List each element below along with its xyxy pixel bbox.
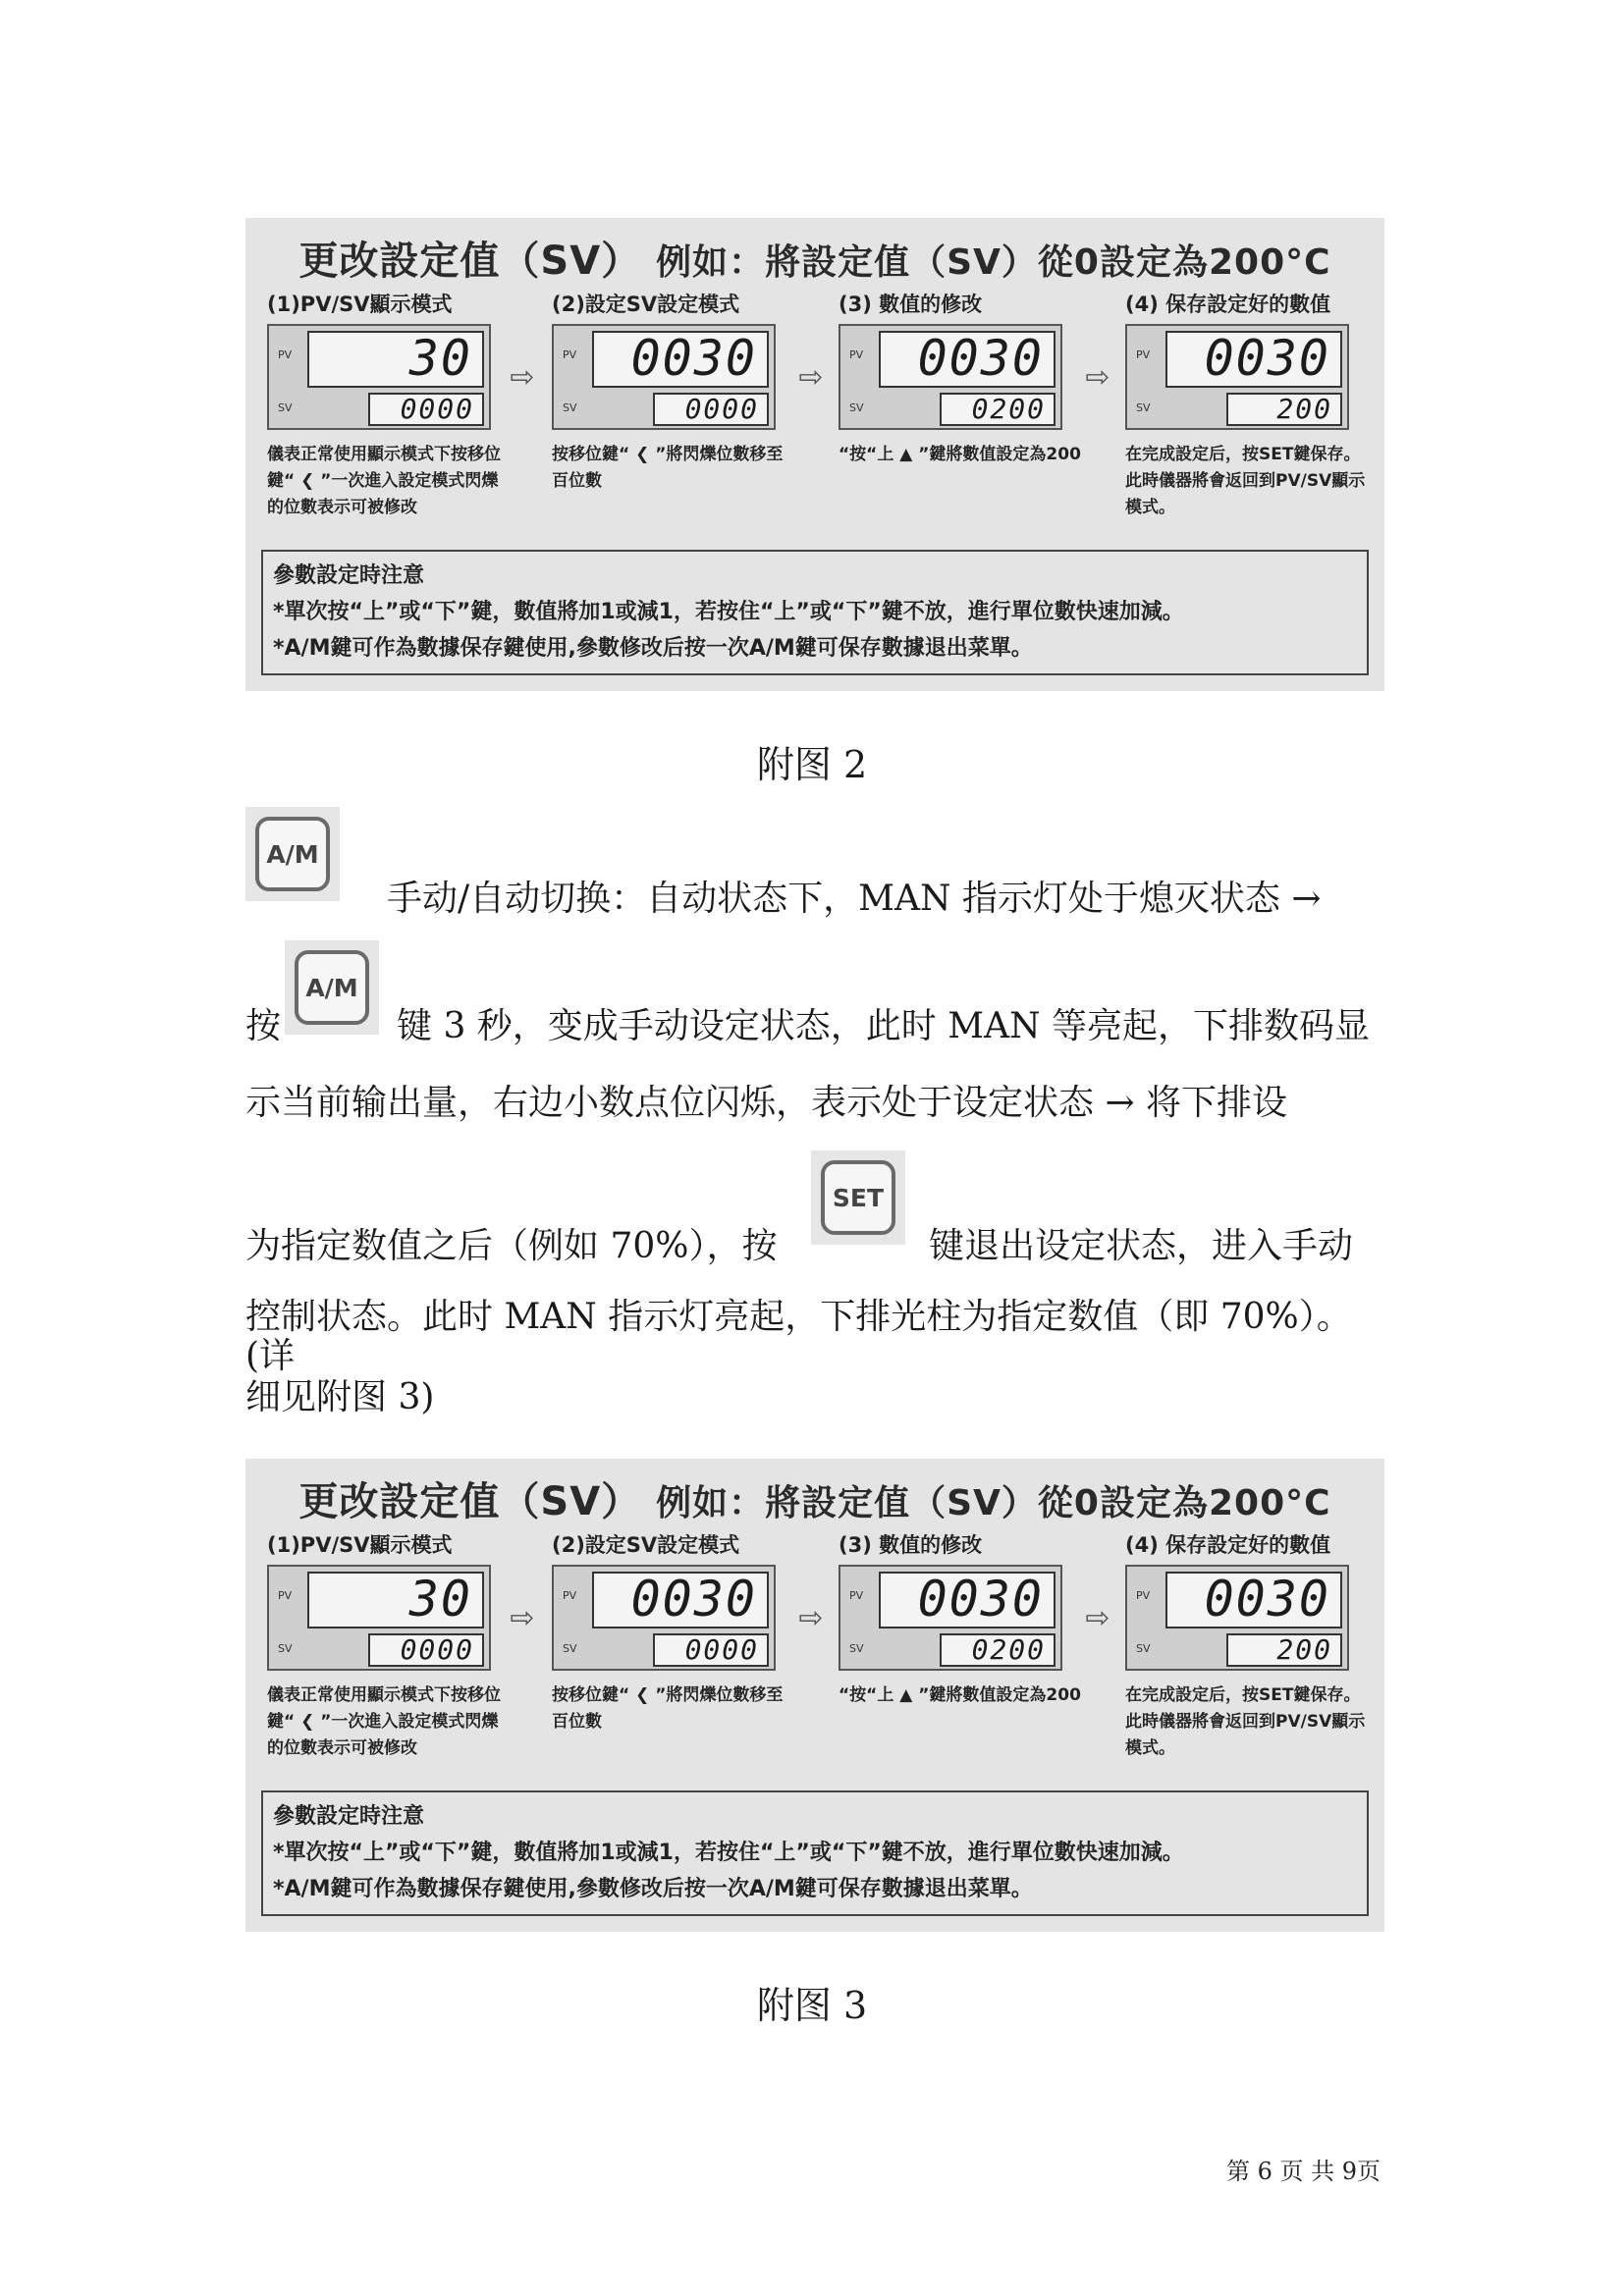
figure-title-example: 例如：將設定值（SV）從0設定為200°C: [656, 242, 1331, 283]
body-line: 手动/自动切换：自动状态下，MAN 指示灯处于熄灭状态 →: [387, 879, 1322, 919]
pv-tag: PV: [1136, 348, 1151, 361]
sv-readout: 0200: [940, 393, 1056, 426]
controller-display: [552, 1565, 776, 1671]
figure-title-main: 更改設定值（SV）: [298, 1479, 642, 1524]
arrow-icon: ⇨: [798, 360, 824, 395]
figure-title-main: 更改設定值（SV）: [298, 239, 642, 284]
body-line: 为指定数值之后（例如 70%），按: [245, 1226, 778, 1266]
arrow-icon: ⇨: [1085, 360, 1110, 395]
step-heading: (2)設定SV設定模式: [552, 293, 740, 316]
step-description: 在完成設定后，按SET鍵保存。此時儀器將會返回到PV/SV顯示模式。: [1125, 1685, 1366, 1758]
notes-box: [261, 550, 1369, 675]
figure-caption: 附图 3: [756, 1984, 868, 2027]
step-description: 儀表正常使用顯示模式下按移位鍵“ ❮ ”一次進入設定模式閃爍的位數表示可被修改: [267, 445, 501, 517]
sv-tag: SV: [278, 401, 293, 414]
sv-readout: 0000: [368, 393, 484, 426]
pv-readout: 30: [307, 331, 484, 388]
controller-display: [1125, 1565, 1349, 1671]
sv-readout: 200: [1226, 1633, 1342, 1667]
notes-line: *A/M鍵可作為數據保存鍵使用,參數修改后按一次A/M鍵可保存數據退出菜單。: [273, 1877, 1033, 1901]
step-description: 儀表正常使用顯示模式下按移位鍵“ ❮ ”一次進入設定模式閃爍的位數表示可被修改: [267, 1685, 501, 1758]
step-description: “按“上 ▲ ”鍵將數值設定為200: [839, 445, 1081, 464]
notes-line: *單次按“上”或“下”鍵，數值將加1或減1，若按住“上”或“下”鍵不放，進行單位數快速加減。: [273, 1841, 1184, 1865]
figure-title: [245, 230, 1384, 286]
set-key-icon: [811, 1150, 905, 1245]
pv-tag: PV: [1136, 1589, 1151, 1602]
pv-readout: 0030: [1165, 1572, 1342, 1629]
notes-line: *單次按“上”或“下”鍵，數值將加1或減1，若按住“上”或“下”鍵不放，進行單位數快速加減。: [273, 600, 1184, 624]
pv-readout: 0030: [879, 1572, 1056, 1629]
figure-caption: 附图 2: [756, 743, 868, 786]
step-description: 在完成設定后，按SET鍵保存。此時儀器將會返回到PV/SV顯示模式。: [1125, 445, 1366, 517]
figure-title-example: 例如：將設定值（SV）從0設定為200°C: [656, 1483, 1331, 1523]
body-line: 控制状态。此时 MAN 指示灯亮起，下排光柱为指定数值（即 70%）。(详: [245, 1297, 1352, 1376]
sv-readout: 200: [1226, 393, 1342, 426]
am-key-icon: [285, 940, 379, 1035]
controller-display: [267, 1565, 491, 1671]
figure-2: [245, 218, 1384, 691]
sv-tag: SV: [563, 401, 577, 414]
pv-readout: 0030: [1165, 331, 1342, 388]
am-key-icon: [245, 807, 340, 901]
pv-readout: 30: [307, 1572, 484, 1629]
arrow-icon: ⇨: [510, 1601, 535, 1635]
step-4: [1125, 1529, 1369, 1762]
controller-display: [1125, 324, 1349, 430]
step-2: [552, 1529, 795, 1735]
pv-tag: PV: [563, 1589, 577, 1602]
notes-line: *A/M鍵可作為數據保存鍵使用,參數修改后按一次A/M鍵可保存數據退出菜單。: [273, 636, 1033, 661]
sv-tag: SV: [1136, 401, 1151, 414]
step-4: [1125, 289, 1369, 521]
sv-tag: SV: [1136, 1642, 1151, 1655]
pv-tag: PV: [278, 1589, 293, 1602]
sv-tag: SV: [849, 1642, 864, 1655]
step-2: [552, 289, 795, 495]
arrow-icon: ⇨: [798, 1601, 824, 1635]
controller-display: [267, 324, 491, 430]
sv-readout: 0000: [653, 1633, 769, 1667]
pv-tag: PV: [563, 348, 577, 361]
step-3: [839, 289, 1082, 468]
set-key-label: SET: [821, 1160, 895, 1235]
body-line: 示当前输出量，右边小数点位闪烁，表示处于设定状态 → 将下排设: [245, 1083, 1288, 1123]
sv-tag: SV: [849, 401, 864, 414]
body-line: 键 3 秒，变成手动设定状态，此时 MAN 等亮起，下排数码显: [397, 1006, 1371, 1046]
pv-readout: 0030: [879, 331, 1056, 388]
step-heading: (2)設定SV設定模式: [552, 1533, 740, 1557]
step-heading: (1)PV/SV顯示模式: [267, 1533, 453, 1557]
step-description: 按移位鍵“ ❮ ”將閃爍位數移至百位數: [552, 1685, 784, 1732]
arrow-icon: ⇨: [1085, 1601, 1110, 1635]
step-description: “按“上 ▲ ”鍵將數值設定為200: [839, 1685, 1081, 1705]
page-number: 第 6 页 共 9页: [1225, 2158, 1380, 2185]
step-heading: (3) 數值的修改: [839, 1533, 983, 1557]
step-heading: (1)PV/SV顯示模式: [267, 293, 453, 316]
pv-readout: 0030: [592, 331, 769, 388]
body-line: 键退出设定状态，进入手动: [929, 1226, 1354, 1266]
step-heading: (4) 保存設定好的數值: [1125, 293, 1331, 316]
pv-tag: PV: [849, 348, 864, 361]
body-line: 细见附图 3): [245, 1377, 435, 1417]
sv-readout: 0200: [940, 1633, 1056, 1667]
figure-title: [245, 1470, 1384, 1526]
notes-box: [261, 1790, 1369, 1916]
step-1: [267, 289, 511, 521]
sv-readout: 0000: [653, 393, 769, 426]
step-heading: (4) 保存設定好的數值: [1125, 1533, 1331, 1557]
arrow-icon: ⇨: [510, 360, 535, 395]
am-key-label: A/M: [295, 950, 369, 1025]
controller-display: [839, 324, 1062, 430]
pv-tag: PV: [278, 348, 293, 361]
controller-display: [839, 1565, 1062, 1671]
step-heading: (3) 數值的修改: [839, 293, 983, 316]
step-1: [267, 1529, 511, 1762]
sv-tag: SV: [278, 1642, 293, 1655]
body-line: 按: [245, 1006, 282, 1046]
sv-tag: SV: [563, 1642, 577, 1655]
step-3: [839, 1529, 1082, 1709]
sv-readout: 0000: [368, 1633, 484, 1667]
pv-tag: PV: [849, 1589, 864, 1602]
figure-3: [245, 1459, 1384, 1932]
am-key-label: A/M: [255, 817, 330, 891]
controller-display: [552, 324, 776, 430]
notes-title: 參數設定時注意: [273, 563, 425, 588]
pv-readout: 0030: [592, 1572, 769, 1629]
notes-title: 參數設定時注意: [273, 1804, 425, 1829]
step-description: 按移位鍵“ ❮ ”將閃爍位數移至百位數: [552, 445, 784, 491]
